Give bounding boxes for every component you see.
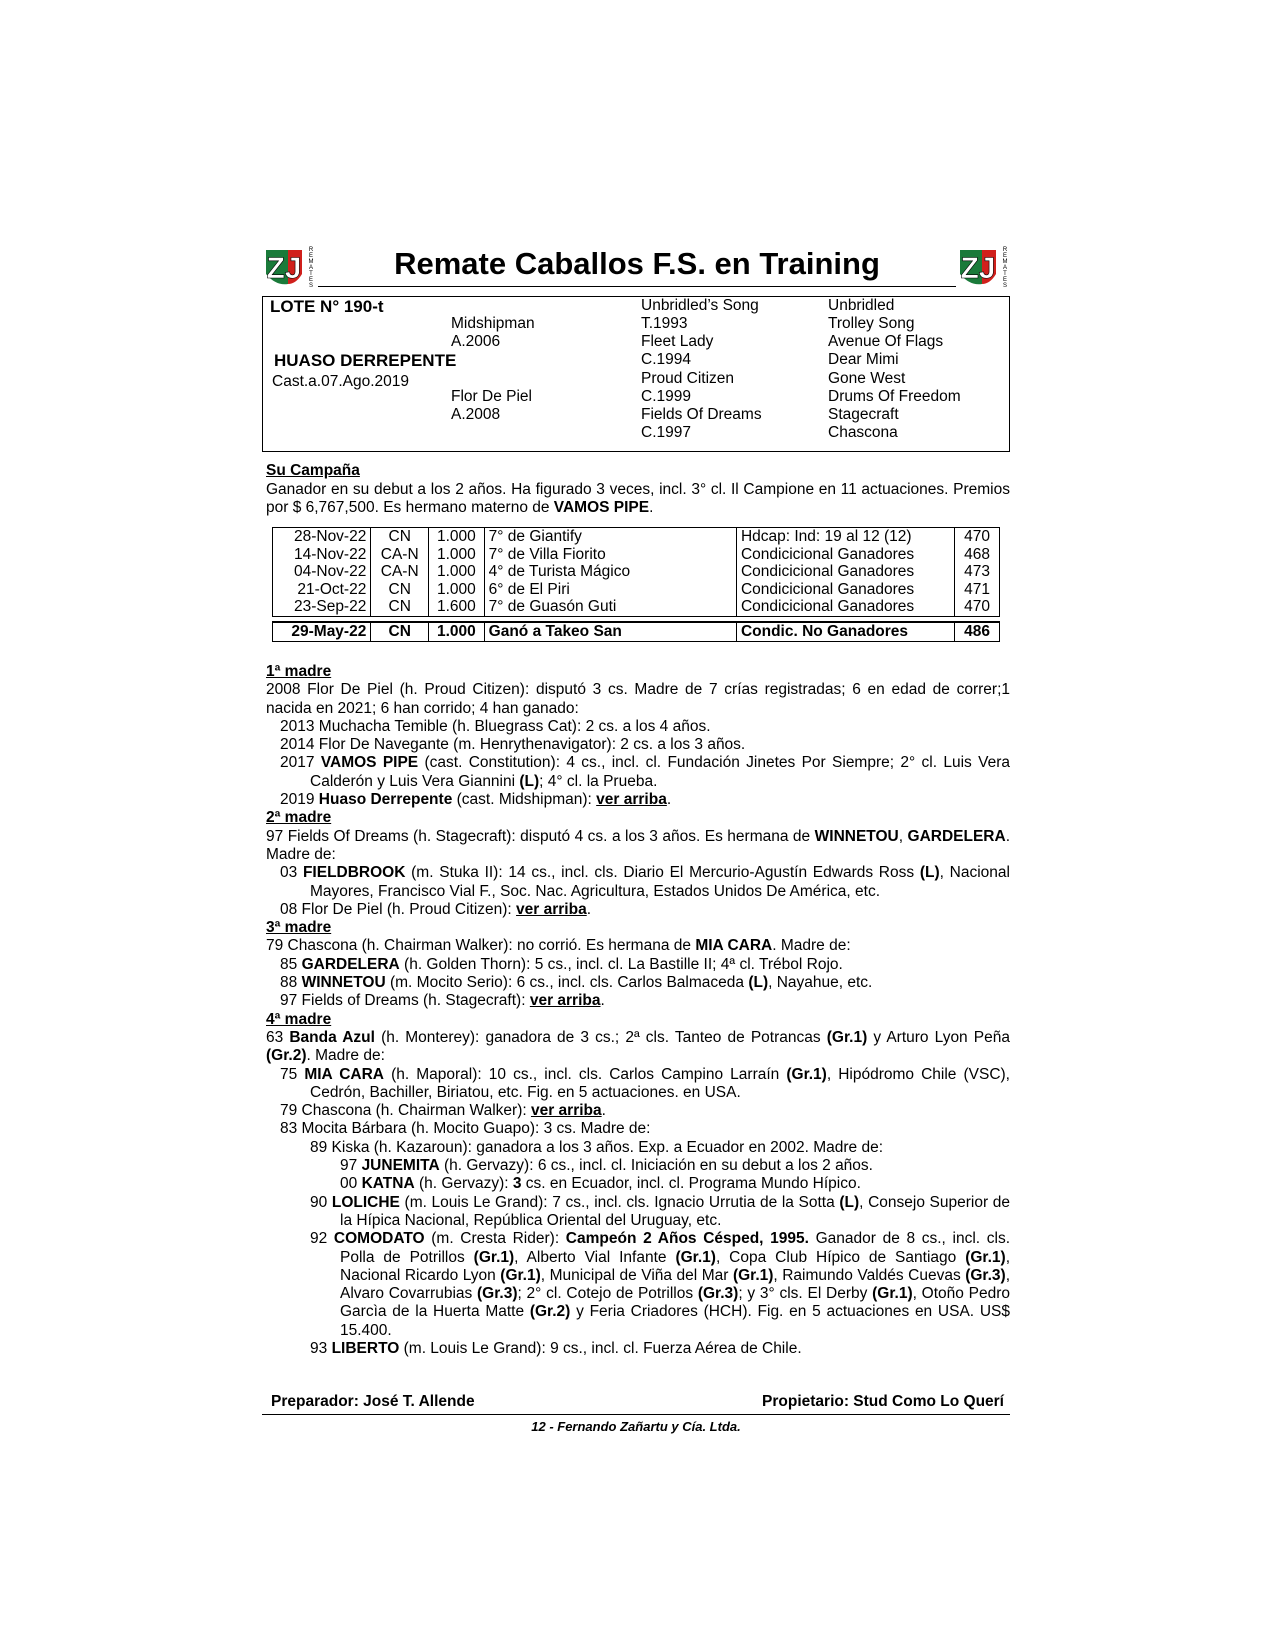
fourth-dam-heading: 4ª madre — [266, 1010, 332, 1028]
pedigree-gen3-cell: Trolley Song — [828, 315, 915, 332]
race-type: Condicicional Ganadores — [736, 598, 954, 616]
offspring-entry: 75 MIA CARA (h. Maporal): 10 cs., incl. cls. Carlos Campino Larraín (Gr.1), Hipódromo Chile (VSC), Cedrón, Bachiller, Biriatou, etc. Fig. en 5 actuaciones. en USA. — [280, 1065, 1010, 1101]
second-dam-summary: 97 Fields Of Dreams (h. Stagecraft): disputó 4 cs. a los 3 años. Es hermana de WINNETOU, GARDELERA. Madre de: — [266, 827, 1010, 863]
race-type: Condicicional Ganadores — [736, 581, 954, 599]
offspring-entry: 2014 Flor De Navegante (m. Henrythenavigator): 2 cs. a los 3 años. — [280, 736, 746, 754]
page-header — [262, 244, 1012, 290]
race-result: Ganó a Takeo San — [484, 622, 736, 641]
third-dam-summary: 79 Chascona (h. Chairman Walker): no corrió. Es hermana de MIA CARA. Madre de: — [266, 937, 851, 955]
race-date: 04-Nov-22 — [273, 563, 371, 581]
offspring-entry: 2017 VAMOS PIPE (cast. Constitution): 4 cs., incl. cl. Fundación Jinetes Por Siempre; 2° cl. Luis Vera Calderón y Luis Vera Giannini (L); 4° cl. la Prueba. — [280, 754, 1010, 790]
offspring-entry: 2013 Muchacha Temible (h. Bluegrass Cat): 2 cs. a los 4 años. — [280, 717, 711, 735]
offspring-entry: 03 FIELDBROOK (m. Stuka II): 14 cs., incl. cls. Diario El Mercurio-Agustín Edwards Ross (L), Nacional Mayores, Francisco Vial F., Soc. Nac. Agricultura, Estados Unidos De América, etc. — [280, 864, 1010, 900]
first-dam-heading: 1ª madre — [266, 663, 332, 680]
pedigree-gen3-cell: Avenue Of Flags — [828, 333, 944, 350]
svg-text:E: E — [308, 253, 314, 259]
svg-text:ZJ: ZJ — [960, 252, 996, 285]
race-result: 7° de Villa Fiorito — [484, 546, 736, 564]
race-weight: 471 — [955, 581, 1000, 599]
pedigree-gen2-cell: Fields Of Dreams — [641, 406, 762, 423]
race-result: 7° de Guasón Guti — [484, 598, 736, 616]
offspring-entry: 08 Flor De Piel (h. Proud Citizen): ver arriba. — [280, 900, 592, 918]
great-grand-offspring-entry: 00 KATNA (h. Gervazy): 3 cs. en Ecuador, incl. cl. Programa Mundo Hípico. — [340, 1175, 861, 1193]
offspring-entry: 79 Chascona (h. Chairman Walker): ver arriba. — [280, 1102, 606, 1120]
svg-text:R: R — [1002, 247, 1008, 253]
race-date: 14-Nov-22 — [273, 546, 371, 564]
table-row — [273, 528, 1000, 546]
offspring-entry: 88 WINNETOU (m. Mocito Serio): 6 cs., incl. cls. Carlos Balmaceda (L), Nayahue, etc. — [280, 974, 873, 992]
svg-text:M: M — [308, 259, 314, 265]
race-weight: 473 — [955, 563, 1000, 581]
offspring-entry: 97 Fields of Dreams (h. Stagecraft): ver arriba. — [280, 992, 605, 1010]
trainer-name: Preparador: José T. Allende — [271, 1393, 475, 1410]
race-result: 6° de El Piri — [484, 581, 736, 599]
svg-text:ZJ: ZJ — [266, 252, 302, 285]
dam-year: A.2008 — [451, 406, 501, 423]
race-track: CN — [371, 622, 429, 641]
fourth-dam-summary: 63 Banda Azul (h. Monterey): ganadora de 3 cs.; 2ª cls. Tanteo de Potrancas (Gr.1) y Arturo Lyon Peña (Gr.2). Madre de: — [266, 1028, 1010, 1065]
pedigree-gen3-cell: Gone West — [828, 370, 906, 387]
table-row — [273, 563, 1000, 581]
pedigree-gen2-cell: C.1999 — [641, 388, 691, 405]
race-track: CN — [371, 598, 429, 616]
zj-remates-logo-icon — [956, 244, 1012, 290]
race-date: 28-Nov-22 — [273, 528, 371, 546]
table-row — [273, 546, 1000, 564]
grand-offspring-entry: 89 Kiska (h. Kazaroun): ganadora a los 3 años. Exp. a Ecuador en 2002. Madre de: — [310, 1138, 884, 1156]
race-weight: 468 — [955, 546, 1000, 564]
svg-text:A: A — [1002, 265, 1008, 271]
pedigree-gen3-cell: Unbridled — [828, 297, 895, 314]
svg-text:T: T — [1003, 271, 1007, 277]
dam-line-section — [266, 663, 1010, 1358]
see-above-link: ver arriba — [516, 900, 587, 918]
see-above-link: ver arriba — [596, 791, 667, 809]
svg-text:M: M — [1002, 259, 1008, 265]
pedigree-gen3-cell: Dear Mimi — [828, 351, 899, 368]
third-dam-heading: 3ª madre — [266, 919, 332, 937]
dam-name: Flor De Piel — [451, 388, 532, 405]
offspring-entry: 85 GARDELERA (h. Golden Thorn): 5 cs., incl. cl. La Bastille II; 4ª cl. Trébol Rojo. — [280, 955, 843, 973]
offspring-entry: 2019 Huaso Derrepente (cast. Midshipman): ver arriba. — [280, 791, 672, 809]
race-result: 4° de Turista Mágico — [484, 563, 736, 581]
svg-text:E: E — [308, 277, 314, 283]
grand-offspring-entry: 90 LOLICHE (m. Louis Le Grand): 7 cs., incl. cls. Ignacio Urrutia de la Sotta (L), Consejo Superior de la Hípica Nacional, República Oriental del Uruguay, etc. — [310, 1193, 1011, 1229]
page-footer: 12 - Fernando Zañartu y Cía. Ltda. — [531, 1419, 741, 1434]
svg-text:T: T — [309, 271, 313, 277]
pedigree-gen2-cell: Fleet Lady — [641, 333, 714, 350]
zj-remates-logo-icon — [262, 244, 318, 290]
race-distance: 1.000 — [429, 528, 485, 546]
grand-offspring-entry: 92 COMODATO (m. Cresta Rider): Campeón 2 Años Césped, 1995. Ganador de 8 cs., incl. cls. Polla de Potrillos (Gr.1), Alberto Vial Infante (Gr.1), Copa Club Hípico de Santiago (Gr.1), Nacional Ricardo Lyon (Gr.1), Municipal de Viña del Mar (Gr.1), Raimundo Valdés Cuevas (Gr.3), Alvaro Covarrubias (Gr.3); 2° cl. Cotejo de Potrillos (Gr.3); y 3° cls. El Derby (Gr.1), Otoño Pedro Garcìa de la Huerta Matte (Gr.2) y Feria Criadores (HCH). Fig. en 5 actuaciones en USA. US$ 15.400. — [310, 1230, 1011, 1339]
pedigree-gen3-cell: Stagecraft — [828, 406, 899, 423]
race-distance: 1.600 — [429, 598, 485, 616]
sire-name: Midshipman — [451, 315, 535, 332]
race-distance: 1.000 — [429, 563, 485, 581]
table-row — [273, 598, 1000, 616]
svg-text:E: E — [1002, 253, 1008, 259]
see-above-link: ver arriba — [529, 992, 601, 1010]
svg-text:E: E — [1002, 277, 1008, 283]
race-history-table — [272, 527, 1000, 642]
great-grand-offspring-entry: 97 JUNEMITA (h. Gervazy): 6 cs., incl. cl. Iniciación en su debut a los 2 años. — [340, 1157, 873, 1175]
race-track: CA-N — [371, 563, 429, 581]
pedigree-gen2-cell: Unbridled’s Song — [641, 297, 759, 314]
race-weight: 470 — [955, 598, 1000, 616]
svg-text:A: A — [308, 265, 314, 271]
race-distance: 1.000 — [429, 622, 485, 641]
race-date: 21-Oct-22 — [273, 581, 371, 599]
second-dam-heading: 2ª madre — [266, 809, 332, 827]
race-type: Hdcap: Ind: 19 al 12 (12) — [736, 528, 954, 546]
first-dam-summary: 2008 Flor De Piel (h. Proud Citizen): disputó 3 cs. Madre de 7 crías registradas; 6 en edad de correr;1 nacida en 2021; 6 han corrido; 4 han ganado: — [266, 681, 1010, 717]
pedigree-gen2-cell: Proud Citizen — [641, 370, 735, 387]
campaign-summary: Ganador en su debut a los 2 años. Ha figurado 3 veces, incl. 3° cl. Il Campione en 11 actuaciones. Premios por $ 6,767,500. Es hermano materno de VAMOS PIPE. — [266, 481, 1010, 517]
race-date: 29-May-22 — [273, 622, 371, 641]
grand-offspring-entry: 93 LIBERTO (m. Louis Le Grand): 9 cs., incl. cl. Fuerza Aérea de Chile. — [310, 1339, 802, 1357]
race-track: CN — [371, 528, 429, 546]
race-type: Condicicional Ganadores — [736, 546, 954, 564]
pedigree-gen3-cell: Drums Of Freedom — [828, 388, 961, 405]
horse-name: HUASO DERREPENTE — [274, 351, 457, 370]
pedigree-gen2-cell: C.1997 — [641, 424, 691, 441]
race-result: 7° de Giantify — [484, 528, 736, 546]
race-date: 23-Sep-22 — [273, 598, 371, 616]
page-title: Remate Caballos F.S. en Training — [318, 246, 956, 287]
svg-text:S: S — [308, 283, 314, 289]
race-weight: 470 — [955, 528, 1000, 546]
pedigree-gen2-cell: C.1994 — [641, 351, 691, 368]
svg-text:S: S — [1002, 283, 1008, 289]
race-weight: 486 — [955, 622, 1000, 641]
horse-info: Cast.a.07.Ago.2019 — [272, 373, 410, 390]
race-type: Condic. No Ganadores — [736, 622, 954, 641]
race-distance: 1.000 — [429, 581, 485, 599]
race-type: Condicicional Ganadores — [736, 563, 954, 581]
sire-year: A.2006 — [451, 333, 501, 350]
pedigree-box — [262, 296, 1010, 452]
see-above-link: ver arriba — [530, 1102, 602, 1120]
lot-footer — [262, 1392, 1010, 1415]
lot-number: LOTE N° 190-t — [270, 297, 384, 316]
campaign-heading: Su Campaña — [266, 462, 360, 479]
offspring-entry: 83 Mocita Bárbara (h. Mocito Guapo): 3 cs. Madre de: — [280, 1120, 651, 1138]
race-distance: 1.000 — [429, 546, 485, 564]
pedigree-gen2-cell: T.1993 — [641, 315, 688, 332]
svg-text:R: R — [308, 247, 314, 253]
owner-name: Propietario: Stud Como Lo Querí — [762, 1393, 1004, 1410]
pedigree-gen3-cell: Chascona — [828, 424, 898, 441]
table-row — [273, 581, 1000, 599]
race-track: CN — [371, 581, 429, 599]
race-track: CA-N — [371, 546, 429, 564]
winning-race-row — [273, 622, 1000, 641]
